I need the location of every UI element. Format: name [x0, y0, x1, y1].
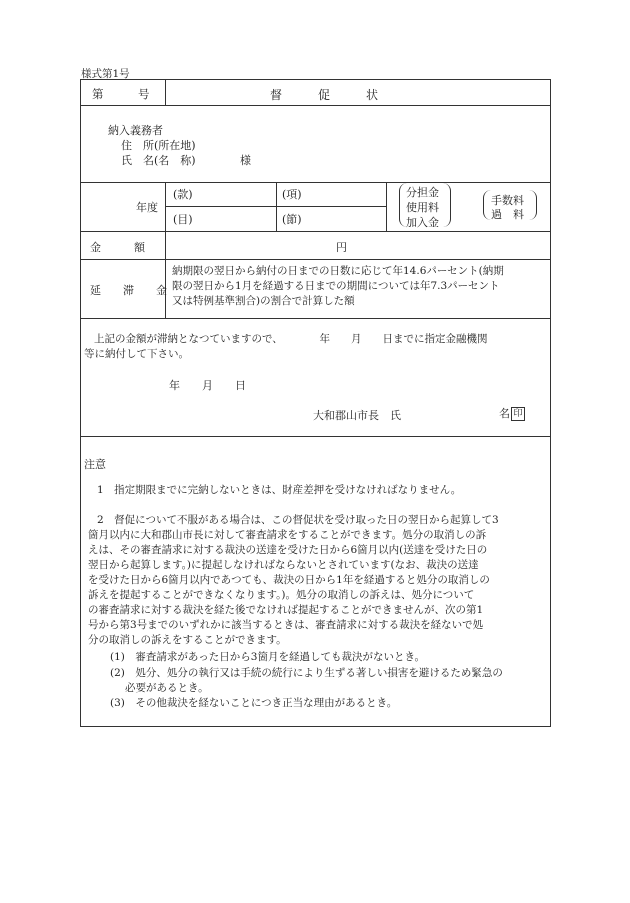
- row-divider: [80, 105, 551, 106]
- fee-type-share: 分担金: [406, 186, 439, 199]
- notice-number-label: 第 号: [92, 87, 150, 101]
- row-divider: [80, 436, 551, 437]
- notice-text-1: 上記の金額が滞納となつていますので、 年 月 日までに指定金融機関: [94, 333, 488, 345]
- late-fee-label: 延 滞 金: [90, 284, 167, 297]
- notes-heading: 注意: [84, 458, 106, 471]
- late-fee-text-2: 限の翌日から1月を経過する日までの期間については年7.3パーセント: [172, 280, 500, 292]
- late-fee-text-1: 納期限の翌日から納付の日までの日数に応じて年14.6パーセント(納期: [172, 265, 504, 277]
- note-item-2-line-7: の審査請求に対する裁決を経た後でなければ提起することができませんが、次の第1: [88, 604, 484, 616]
- payer-heading: 納入義務者: [108, 124, 163, 137]
- column-divider: [386, 182, 387, 231]
- late-fee-text-3: 又は特例基準割合)の割合で計算した額: [172, 295, 355, 307]
- issuer-title: 大和郡山市長 氏: [313, 409, 401, 422]
- row-divider: [80, 318, 551, 319]
- setsu-label: (節): [282, 213, 302, 226]
- fiscal-year-label: 年度: [136, 201, 158, 214]
- name-label: 氏 名(名 称): [121, 154, 196, 167]
- fee-type-commission: 手数料: [491, 194, 524, 207]
- honorific: 様: [240, 154, 251, 167]
- note-item-2-line-4: 翌日から起算します。)に提起しなければならないとされています(なお、裁決の送達: [88, 559, 479, 571]
- name-suffix: 名: [499, 407, 510, 420]
- moku-label: (目): [173, 213, 193, 226]
- row-divider: [80, 259, 551, 260]
- note-item-2-line-9: 分の取消しの訴えをすることができます。: [88, 634, 287, 646]
- kou-label: (項): [282, 188, 302, 201]
- kan-label: (款): [173, 188, 193, 201]
- row-divider: [80, 231, 551, 232]
- note-sub-item-2-line-1: (2) 処分、処分の執行又は手続の続行により生ずる著しい損害を避けるため緊急の: [110, 667, 503, 679]
- notice-text-2: 等に納付して下さい。: [84, 348, 189, 360]
- seal-mark: 印: [511, 407, 525, 421]
- note-item-2-line-5: を受けた日から6箇月以内であつても、裁決の日から1年を経過すると処分の取消しの: [88, 574, 490, 586]
- row-divider: [80, 182, 551, 183]
- note-item-2-line-2: 箇月以内に大和郡山市長に対して審査請求をすることができます。処分の取消しの訴: [88, 529, 487, 541]
- note-item-2-line-3: えは、その審査請求に対する裁決の送達を受けた日から6箇月以内(送達を受けた日の: [88, 544, 488, 556]
- note-sub-item-1: (1) 審査請求があった日から3箇月を経過しても裁決がないとき。: [110, 651, 426, 663]
- note-item-2-line-8: 号から第3号までのいずれかに該当するときは、審査請求に対する裁決を経ないで処: [88, 619, 484, 631]
- note-sub-item-3: (3) その他裁決を経ないことにつき正当な理由があるとき。: [110, 697, 398, 709]
- note-sub-item-2-line-2: 必要があるとき。: [125, 682, 209, 694]
- issuer-name: [499, 405, 525, 421]
- fee-type-fine: 過 料: [491, 208, 524, 221]
- note-item-2-line-1: 2 督促について不服がある場合は、この督促状を受け取った日の翌日から起算して3: [97, 514, 499, 526]
- form-number: 様式第1号: [81, 68, 130, 80]
- fee-type-usage: 使用料: [406, 201, 439, 214]
- address-label: 住 所(所在地): [121, 139, 196, 152]
- issue-date: 年 月 日: [169, 379, 246, 392]
- document-title: 督 促 状: [270, 88, 379, 102]
- amount-label: 金 額: [90, 241, 145, 254]
- amount-unit: 円: [336, 241, 347, 254]
- column-divider: [165, 79, 166, 105]
- note-item-1: 1 指定期限までに完納しないときは、財産差押を受けなければなりません。: [97, 484, 462, 496]
- fee-type-membership: 加入金: [406, 216, 439, 229]
- column-divider: [276, 182, 277, 231]
- note-item-2-line-6: 訴えを提起することができなくなります。)。処分の取消しの訴えは、処分について: [88, 589, 475, 601]
